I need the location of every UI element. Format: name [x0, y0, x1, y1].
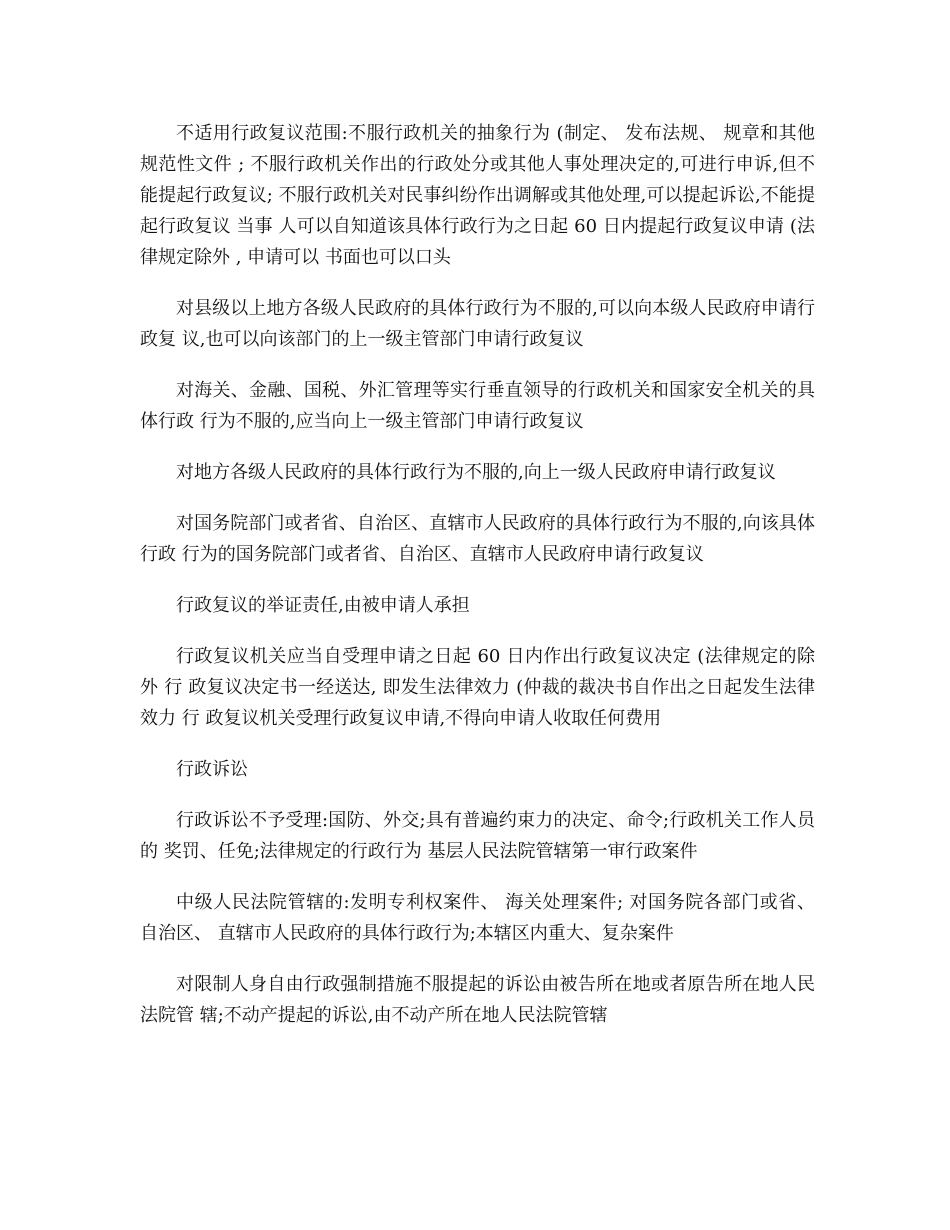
paragraph-personal-freedom-jurisdiction: 对限制人身自由行政强制措施不服提起的诉讼由被告所在地或者原告所在地人民法院管 辖;不动产提起的诉讼,由不动产所在地人民法院管辖	[140, 974, 815, 1026]
paragraph-state-council-review: 对国务院部门或者省、自治区、直辖市人民政府的具体行政行为不服的,向该具体行政 行为的国务院部门或者省、自治区、直辖市人民政府申请行政复议	[140, 513, 815, 565]
paragraph-county-government-review: 对县级以上地方各级人民政府的具体行政行为不服的,可以向本级人民政府申请行政复 议,也可以向该部门的上一级主管部门申请行政复议	[140, 298, 815, 350]
paragraph-administrative-review-scope: 不适用行政复议范围:不服行政机关的抽象行为 (制定、 发布法规、 规章和其他规范性文件 ; 不服行政机关作出的行政处分或其他人事处理决定的,可进行申诉,但不能提起行政复议; 不服行政机关对民事纠纷作出调解或其他处理,可以提起诉讼,不能提起行政复议 当事 人可以自知道该具体行政行为之日起 60 日内提起行政复议申请 (法律规定除外 , 申请可以 书面也可以口头	[140, 123, 815, 268]
paragraph-intermediate-court-jurisdiction: 中级人民法院管辖的:发明专利权案件、 海关处理案件; 对国务院各部门或省、 自治区、 直辖市人民政府的具体行政行为;本辖区内重大、复杂案件	[140, 892, 815, 944]
paragraph-vertical-leadership-review: 对海关、金融、国税、外汇管理等实行垂直领导的行政机关和国家安全机关的具体行政 行为不服的,应当向上一级主管部门申请行政复议	[140, 380, 815, 432]
paragraph-review-decision-deadline: 行政复议机关应当自受理申请之日起 60 日内作出行政复议决定 (法律规定的除外 行 政复议决定书一经送达, 即发生法律效力 (仲裁的裁决书自作出之日起发生法律效力 行 政复议机关受理行政复议申请,不得向申请人收取任何费用	[140, 646, 815, 729]
paragraph-local-government-review: 对地方各级人民政府的具体行政行为不服的,向上一级人民政府申请行政复议	[176, 462, 776, 483]
document-body	[140, 118, 815, 1051]
paragraph-litigation-inadmissible: 行政诉讼不予受理:国防、外交;具有普遍约束力的决定、命令;行政机关工作人员的 奖罚、任免;法律规定的行政行为 基层人民法院管辖第一审行政案件	[140, 810, 815, 862]
section-heading-administrative-litigation: 行政诉讼	[176, 759, 248, 780]
paragraph-burden-of-proof: 行政复议的举证责任,由被申请人承担	[176, 595, 470, 616]
